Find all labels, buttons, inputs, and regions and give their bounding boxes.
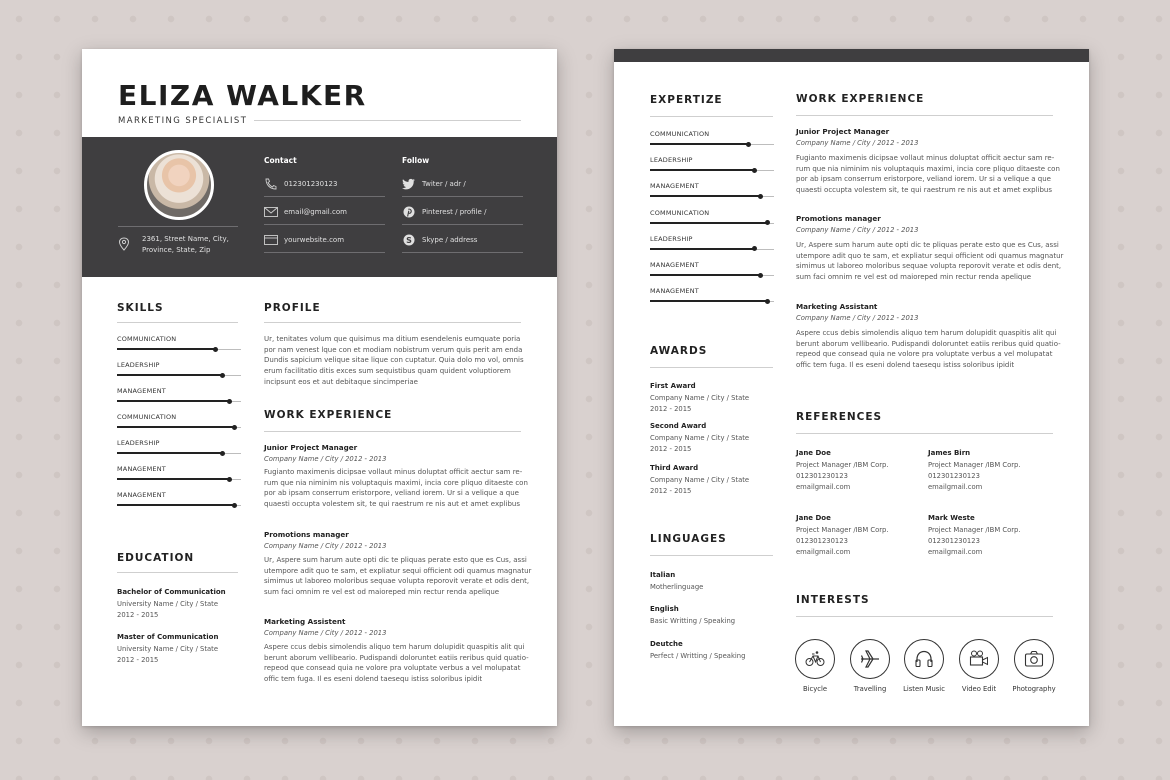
skill-bar	[650, 182, 774, 202]
skill-bar	[117, 361, 241, 381]
interest-item	[1004, 639, 1064, 693]
skill-level-dot	[752, 168, 757, 173]
skill-bar	[650, 261, 774, 281]
job-description	[796, 240, 1063, 283]
skill-level-dot	[746, 142, 751, 147]
address	[142, 234, 252, 256]
twitter-icon	[402, 178, 416, 190]
skill-level-dot	[227, 399, 232, 404]
skill-label: MANAGEMENT	[117, 387, 166, 395]
reference-role: Project Manager /IBM Corp.	[928, 461, 1021, 469]
award-years: 2012 - 2015	[650, 487, 692, 495]
expertize-heading: EXPERTIZE	[650, 94, 723, 106]
job-title: Marketing Assistent	[264, 617, 346, 626]
reference-role: Project Manager /IBM Corp.	[796, 461, 889, 469]
reference-phone: 012301230123	[796, 472, 848, 480]
education-school: University Name / City / State	[117, 645, 219, 653]
skill-bar	[650, 235, 774, 255]
skill-level-dot	[752, 246, 757, 251]
profile-line: erum facilitatio ditis exces sum sequistibus quam quident voluptiorem	[264, 367, 511, 376]
skill-fill	[117, 374, 222, 376]
job-meta: Company Name / City / 2012 - 2013	[264, 629, 387, 637]
work-experience-heading: WORK EXPERIENCE	[796, 93, 925, 105]
education-degree: Bachelor of Communication	[117, 588, 226, 596]
job-title: Junior Project Manager	[264, 443, 358, 452]
work-experience-heading: WORK EXPERIENCE	[264, 409, 393, 421]
job-title: Marketing Assistant	[796, 302, 878, 311]
job-line: simimus ut laboreo moloribus sequae volupta reporovit verate et odis dent,	[264, 577, 530, 586]
reference-name: Jane Doe	[796, 449, 831, 457]
profile-line: Dundis sapicium velique sitae lique con cuptatur. Quia dolo mo vol, omnis	[264, 356, 524, 365]
follow-pinterest[interactable]: Pinterest / profile /	[422, 208, 487, 216]
job-description	[796, 153, 1060, 196]
job-line: quaesti occupta volestem sit, te qui raestrum re nis aut et amet explibus	[264, 500, 520, 509]
job-line: Ur, Aspere sum harum aute opti dic te pliquas perate esto que es Cus, assi	[264, 556, 527, 564]
job-line: Aspere ccus debis simolendis aliquo tem harum dolupidit quaspitis alit qui	[796, 329, 1057, 337]
phone-icon	[264, 178, 278, 190]
skill-fill	[650, 169, 754, 171]
language-name: Deutche	[650, 640, 683, 648]
location-pin-icon	[118, 237, 130, 251]
skill-label: LEADERSHIP	[117, 439, 160, 447]
skill-level-dot	[213, 347, 218, 352]
reference-role: Project Manager /IBM Corp.	[796, 526, 889, 534]
skill-level-dot	[220, 373, 225, 378]
skill-bar	[650, 287, 774, 307]
skill-fill	[117, 348, 215, 350]
award-name: First Award	[650, 382, 696, 390]
skill-bar	[117, 491, 241, 511]
skill-bar	[117, 439, 241, 459]
education-heading: EDUCATION	[117, 552, 195, 564]
awards-divider	[650, 367, 773, 368]
job-line: Fugianto maximenis dicipsae vollaut minus doluptat officit aectur sam re-	[796, 154, 1055, 162]
job-line: repeod que consead quia ne volore pra voluptate verbus a vel molupatat	[264, 664, 521, 673]
interest-label: Listen Music	[903, 685, 945, 693]
contact-phone-row	[264, 175, 385, 197]
reference-name: James Birn	[928, 449, 971, 457]
skill-bar	[117, 335, 241, 355]
award-years: 2012 - 2015	[650, 445, 692, 453]
skill-fill	[650, 300, 767, 302]
profile-heading: PROFILE	[264, 302, 321, 314]
skill-level-dot	[227, 477, 232, 482]
interest-item	[840, 639, 900, 693]
interests-divider	[796, 616, 1053, 617]
interest-label: Photography	[1012, 685, 1056, 693]
reference-phone: 012301230123	[928, 472, 980, 480]
job-line: Aspere ccus debis simolendis aliquo tem harum dolupidit quaspitis alit qui	[264, 643, 525, 651]
contact-email-row	[264, 203, 385, 225]
language-level: Motherlinguage	[650, 583, 704, 591]
job-description	[796, 328, 1061, 371]
education-years: 2012 - 2015	[117, 611, 159, 619]
follow-twitter[interactable]: Twiter / adr /	[422, 180, 466, 188]
job-line: Ur, Aspere sum harum aute opti dic te pliquas perate esto que es Cus, assi	[796, 241, 1059, 249]
award-name: Third Award	[650, 464, 699, 472]
svg-text:S: S	[406, 236, 412, 245]
skill-fill	[117, 426, 234, 428]
reference-name: Mark Weste	[928, 514, 975, 522]
expertize-divider	[650, 116, 773, 117]
skill-fill	[650, 143, 748, 145]
profile-text	[264, 334, 524, 388]
skill-level-dot	[765, 299, 770, 304]
follow-heading: Follow	[402, 156, 430, 165]
language-level: Basic Writting / Speaking	[650, 617, 736, 625]
skill-level-dot	[758, 273, 763, 278]
skill-bar	[117, 465, 241, 485]
address-line-2: Province, State, Zip	[142, 246, 211, 254]
award-org: Company Name / City / State	[650, 434, 750, 442]
skill-bar	[650, 130, 774, 150]
skill-label: LEADERSHIP	[650, 234, 693, 243]
skill-label: MANAGEMENT	[650, 261, 699, 269]
contact-phone: 012301230123	[284, 180, 338, 188]
skill-label: MANAGEMENT	[650, 287, 699, 296]
reference-role: Project Manager /IBM Corp.	[928, 526, 1021, 534]
reference-email[interactable]: emailgmail.com	[796, 483, 851, 491]
profile-line: incipsunt eos et aut debitaque sincimperiae	[264, 377, 418, 386]
interest-item	[949, 639, 1009, 693]
resume-page-1	[82, 49, 557, 726]
follow-pinterest-row	[402, 203, 523, 225]
skill-fill	[650, 248, 754, 250]
contact-website-row	[264, 231, 385, 253]
reference-phone: 012301230123	[796, 537, 848, 545]
camera-icon	[1024, 649, 1044, 669]
education-divider	[117, 572, 238, 573]
work-experience-divider	[796, 115, 1053, 116]
profile-line: Ur, tenitates volum que quisimus ma ditium esendelenis eumquate poria	[264, 335, 521, 343]
contact-website[interactable]: yourwebsite.com	[284, 236, 345, 244]
profile-divider	[264, 322, 521, 323]
skill-label: MANAGEMENT	[117, 491, 166, 499]
job-line: berunt aborum vellibeario. Pudispandi doloruntet eatiis reribus quid quatio-	[796, 339, 1061, 348]
skill-level-dot	[758, 194, 763, 199]
skill-level-dot	[220, 451, 225, 456]
skills-heading: SKILLS	[117, 302, 164, 314]
skill-bar	[117, 387, 241, 407]
job-line: sum faci omnim re vel est od maioreped min rectur renda apelique	[264, 588, 500, 597]
interest-label: Video Edit	[961, 685, 997, 693]
skill-label: COMMUNICATION	[117, 413, 177, 421]
job-meta: Company Name / City / 2012 - 2013	[796, 139, 919, 147]
education-school: University Name / City / State	[117, 600, 219, 608]
education-years: 2012 - 2015	[117, 656, 159, 664]
interest-label: Travelling	[853, 685, 887, 693]
interest-label: Bicycle	[802, 685, 828, 693]
work-experience-divider	[264, 431, 521, 432]
job-line: repeod que consead quia ne volore pra voluptate verbus a vel molupatat	[796, 350, 1053, 359]
language-level: Perfect / Writting / Speaking	[650, 652, 746, 660]
photo-divider	[118, 226, 238, 227]
skill-bar	[117, 413, 241, 433]
contact-email[interactable]: email@gmail.com	[284, 208, 347, 216]
skill-fill	[650, 195, 760, 197]
job-line: por ab ipsam conserrum eristorpore, veliand iorem. Ur si a velique a que	[796, 175, 1051, 184]
video-camera-icon	[969, 649, 989, 669]
skill-fill	[117, 478, 229, 480]
job-line: quaesti occupta volestem sit, te qui raestrum re nis aut et amet explibus	[796, 186, 1052, 195]
interest-item	[894, 639, 954, 693]
education-degree: Master of Communication	[117, 633, 219, 641]
skill-label: MANAGEMENT	[650, 182, 699, 191]
languages-divider	[650, 555, 773, 556]
job-meta: Company Name / City / 2012 - 2013	[796, 314, 919, 322]
skill-level-dot	[232, 425, 237, 430]
resume-page-2	[614, 49, 1089, 726]
job-description	[264, 555, 531, 598]
job-meta: Company Name / City / 2012 - 2013	[796, 226, 919, 234]
references-divider	[796, 433, 1053, 434]
reference-phone: 012301230123	[928, 537, 980, 545]
skill-level-dot	[232, 503, 237, 508]
candidate-name: ELIZA WALKER	[118, 79, 367, 112]
job-meta: Company Name / City / 2012 - 2013	[264, 542, 387, 550]
skill-level-dot	[765, 220, 770, 225]
profile-photo	[144, 150, 214, 220]
browser-window-icon	[264, 234, 278, 246]
profile-line: por nam venest lque con et modiam nobistrum verum quis perit am enda	[264, 345, 523, 354]
skill-fill	[650, 222, 767, 224]
job-title: Junior Project Manager	[796, 127, 890, 136]
skill-label: LEADERSHIP	[117, 361, 160, 369]
skill-bar	[650, 156, 774, 176]
follow-skype-row	[402, 231, 523, 253]
job-line: offic tem fuga. Il es eseni dolend taesequ istiss soloribus ipidit	[264, 675, 483, 684]
headphones-icon	[914, 649, 934, 669]
award-years: 2012 - 2015	[650, 405, 692, 413]
address-line-1: 2361, Street Name, City,	[142, 235, 229, 243]
skill-bar	[650, 209, 774, 229]
reference-email[interactable]: emailgmail.com	[928, 548, 983, 556]
envelope-icon	[264, 206, 278, 218]
award-name: Second Award	[650, 422, 707, 430]
skype-icon	[402, 234, 416, 246]
skill-fill	[117, 452, 222, 454]
job-description	[264, 642, 529, 685]
skill-label: LEADERSHIP	[650, 156, 693, 165]
job-line: utempore adit quo te sam, et expliatur sequi officient odi quamus magnatur	[796, 251, 1064, 260]
reference-name: Jane Doe	[796, 514, 831, 522]
job-description	[264, 467, 528, 510]
follow-twitter-row	[402, 175, 523, 197]
skill-label: COMMUNICATION	[117, 335, 177, 343]
top-bar	[614, 49, 1089, 62]
contact-band	[82, 137, 557, 277]
job-line: sum faci omnim re vel est od maioreped min rectur renda apelique	[796, 273, 1032, 282]
reference-email[interactable]: emailgmail.com	[796, 548, 851, 556]
job-line: simimus ut laboreo moloribus sequae volupta reporovit verate et odis dent,	[796, 262, 1062, 271]
job-title: Promotions manager	[796, 214, 881, 223]
job-line: berunt aborum vellibeario. Pudispandi doloruntet eatiis reribus quid quatio-	[264, 653, 529, 662]
job-line: Fugianto maximenis dicipsae vollaut minus doluptat officit aectur sam re-	[264, 468, 523, 476]
languages-heading: LINGUAGES	[650, 533, 727, 545]
awards-heading: AWARDS	[650, 345, 708, 357]
job-title: Promotions manager	[264, 530, 349, 539]
job-meta: Company Name / City / 2012 - 2013	[264, 455, 387, 463]
job-line: por ab ipsam conserrum eristorpore, veliand iorem. Ur si a velique a que	[264, 489, 519, 498]
skill-fill	[117, 504, 234, 506]
references-heading: REFERENCES	[796, 411, 883, 423]
skills-divider	[117, 322, 238, 323]
skill-label: COMMUNICATION	[650, 130, 710, 138]
award-org: Company Name / City / State	[650, 394, 750, 402]
job-line: offic tem fuga. Il es eseni dolend taesequ istiss soloribus ipidit	[796, 361, 1015, 370]
interest-item	[785, 639, 845, 693]
interests-heading: INTERESTS	[796, 594, 870, 606]
reference-email[interactable]: emailgmail.com	[928, 483, 983, 491]
language-name: Italian	[650, 571, 676, 579]
skill-label: MANAGEMENT	[117, 465, 166, 473]
pinterest-icon	[402, 206, 416, 218]
job-line: utempore adit quo te sam, et expliatur sequi officient odi quamus magnatur	[264, 566, 532, 575]
job-line: rum que nia niminim nis voluptaquis maximi, incia core pliquo ditaeste con	[264, 478, 528, 487]
airplane-icon	[860, 649, 880, 669]
skill-fill	[117, 400, 229, 402]
job-line: rum que nia niminim nis voluptaquis maximi, incia core pliquo ditaeste con	[796, 164, 1060, 173]
skill-fill	[650, 274, 760, 276]
skill-label: COMMUNICATION	[650, 208, 710, 217]
contact-heading: Contact	[264, 156, 297, 165]
bicycle-icon	[805, 649, 825, 669]
title-divider	[254, 120, 521, 121]
candidate-title: MARKETING SPECIALIST	[118, 116, 248, 126]
language-name: English	[650, 605, 679, 613]
award-org: Company Name / City / State	[650, 476, 750, 484]
follow-skype[interactable]: Skype / address	[422, 236, 478, 244]
